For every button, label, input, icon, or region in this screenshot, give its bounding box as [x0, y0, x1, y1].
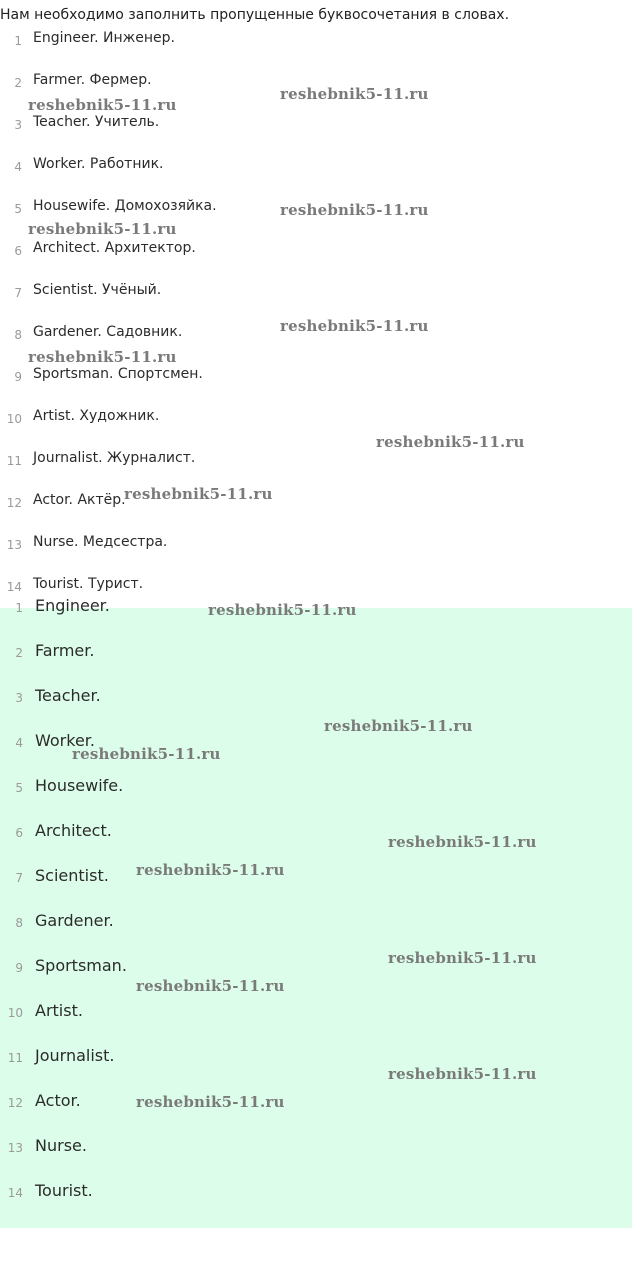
item-number: 11	[7, 1051, 23, 1065]
item-text: Scientist.	[35, 866, 109, 885]
item-number: 14	[7, 1186, 23, 1200]
watermark: reshebnik5-11.ru	[376, 433, 525, 451]
item-text: Teacher.	[35, 686, 101, 705]
item-number: 13	[7, 1141, 23, 1155]
item-number: 8	[15, 916, 23, 930]
item-number: 4	[15, 736, 23, 750]
item-text: Architect. Архитектор.	[33, 240, 196, 256]
answer-panel	[0, 596, 632, 1228]
item-text: Journalist. Журналист.	[33, 450, 196, 466]
item-text: Gardener.	[35, 911, 114, 930]
item-number: 4	[14, 160, 22, 174]
item-number: 6	[14, 244, 22, 258]
item-text: Housewife.	[35, 776, 124, 795]
item-number: 5	[14, 202, 22, 216]
item-number: 5	[15, 781, 23, 795]
item-number: 11	[6, 454, 22, 468]
item-number: 14	[6, 580, 22, 594]
item-number: 8	[14, 328, 22, 342]
item-number: 12	[7, 1096, 23, 1110]
item-number: 7	[14, 286, 22, 300]
item-text: Artist.	[35, 1001, 83, 1020]
watermark: reshebnik5-11.ru	[136, 861, 285, 879]
item-text: Gardener. Садовник.	[33, 324, 183, 340]
watermark: reshebnik5-11.ru	[28, 348, 177, 366]
item-number: 9	[15, 961, 23, 975]
watermark: reshebnik5-11.ru	[124, 485, 273, 503]
watermark: reshebnik5-11.ru	[280, 201, 429, 219]
item-text: Scientist. Учёный.	[33, 282, 162, 298]
item-number: 9	[14, 370, 22, 384]
item-text: Actor.	[35, 1091, 81, 1110]
watermark: reshebnik5-11.ru	[388, 833, 537, 851]
item-text: Farmer. Фермер.	[33, 72, 152, 88]
item-text: Journalist.	[35, 1046, 115, 1065]
item-number: 10	[6, 412, 22, 426]
item-text: Artist. Художник.	[33, 408, 160, 424]
watermark: reshebnik5-11.ru	[28, 220, 177, 238]
item-text: Tourist.	[35, 1181, 93, 1200]
watermark: reshebnik5-11.ru	[208, 601, 357, 619]
item-number: 13	[6, 538, 22, 552]
watermark: reshebnik5-11.ru	[280, 85, 429, 103]
item-text: Engineer. Инженер.	[33, 30, 175, 46]
item-text: Engineer.	[35, 596, 110, 615]
watermark: reshebnik5-11.ru	[136, 1093, 285, 1111]
item-number: 2	[15, 646, 23, 660]
watermark: reshebnik5-11.ru	[388, 1065, 537, 1083]
watermark: reshebnik5-11.ru	[136, 977, 285, 995]
item-text: Teacher. Учитель.	[33, 114, 160, 130]
item-text: Tourist. Турист.	[33, 576, 144, 592]
watermark: reshebnik5-11.ru	[280, 317, 429, 335]
item-number: 1	[15, 601, 23, 615]
watermark: reshebnik5-11.ru	[388, 949, 537, 967]
item-text: Nurse.	[35, 1136, 87, 1155]
item-number: 3	[15, 691, 23, 705]
item-number: 10	[7, 1006, 23, 1020]
watermark: reshebnik5-11.ru	[72, 745, 221, 763]
item-text: Sportsman. Спортсмен.	[33, 366, 203, 382]
item-text: Housewife. Домохозяйка.	[33, 198, 217, 214]
item-text: Farmer.	[35, 641, 95, 660]
task-instruction: Нам необходимо заполнить пропущенные буквосочетания в словах.	[0, 7, 510, 23]
watermark: reshebnik5-11.ru	[28, 96, 177, 114]
item-text: Architect.	[35, 821, 112, 840]
item-text: Nurse. Медсестра.	[33, 534, 168, 550]
item-text: Worker.	[35, 731, 95, 750]
item-number: 1	[14, 34, 22, 48]
item-number: 12	[6, 496, 22, 510]
item-number: 6	[15, 826, 23, 840]
item-number: 7	[15, 871, 23, 885]
item-text: Worker. Работник.	[33, 156, 164, 172]
item-number: 3	[14, 118, 22, 132]
item-text: Actor. Актёр.	[33, 492, 126, 508]
watermark: reshebnik5-11.ru	[324, 717, 473, 735]
item-number: 2	[14, 76, 22, 90]
item-text: Sportsman.	[35, 956, 127, 975]
